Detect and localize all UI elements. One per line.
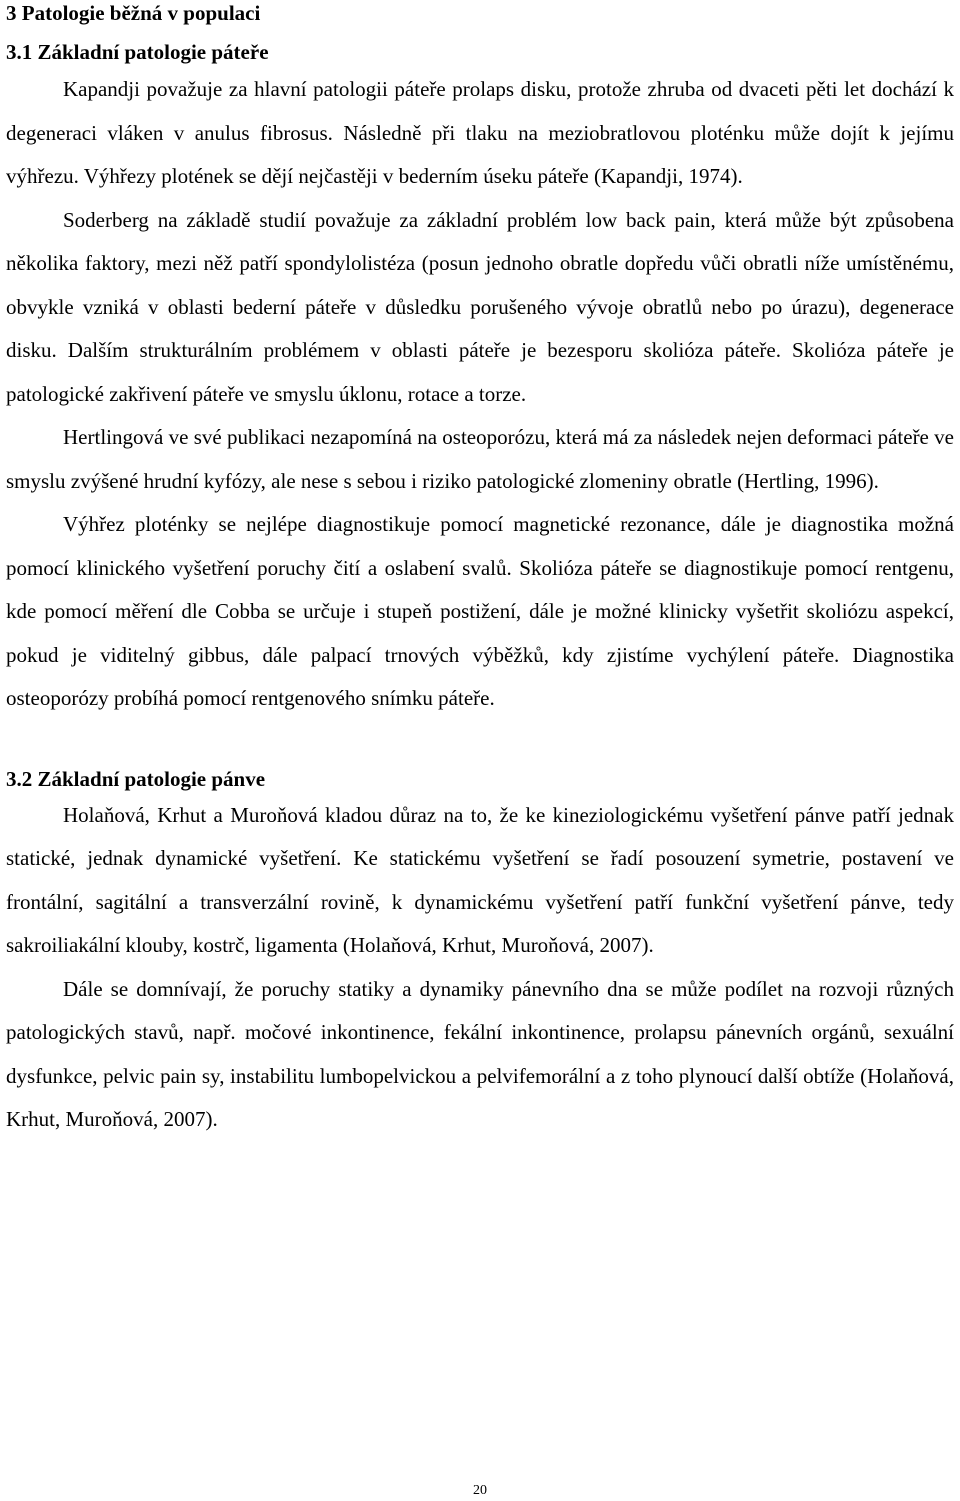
section-pelvis-pathology [6,766,954,1142]
paragraph-kapandji: Kapandji považuje za hlavní patologii páteře prolaps disku, protože zhruba od dvaceti pěti let dochází k degeneraci vláken v anulus fibrosus. Následně při tlaku na meziobratlovou ploténku může dojít k jejímu výhřezu. Výhřezy plotének se dějí nejčastěji v bederním úseku páteře (Kapandji, 1974). [6,77,954,188]
paragraph-diagnostics: Výhřez ploténky se nejlépe diagnostikuje pomocí magnetické rezonance, dále je diagnostika možná pomocí klinického vyšetření poruchy čití a oslabení svalů. Skolióza páteře se diagnostikuje pomocí rentgenu, kde pomocí měření dle Cobba se určuje i stupeň postižení, dále je možné klinicky vyšetřit skoliózu aspekcí, pokud je viditelný gibbus, dále palpací trnových výběžků, kdy zjistíme vychýlení páteře. Diagnostika osteoporózy probíhá pomocí rentgenového snímku páteře. [6,512,954,710]
chapter-title: 3 Patologie běžná v populaci [6,1,261,25]
section-title-spine: 3.1 Základní patologie páteře [6,40,269,64]
paragraph-soderberg: Soderberg na základě studií považuje za základní problém low back pain, která může být způsobena několika faktory, mezi něž patří spondylolistéza (posun jednoho obratle dopředu vůči obratli níže umístěnému, obvykle vzniká v oblasti bederní páteře v důsledku porušeného vývoje obratlů nebo po úrazu), degenerace disku. Dalším strukturálním problémem v oblasti páteře je bezesporu skolióza páteře. Skolióza páteře je patologické zakřivení páteře ve smyslu úklonu, rotace a torze. [6,207,954,406]
paragraph-pelvic-floor: Dále se domnívají, že poruchy statiky a dynamiky pánevního dna se může podílet na rozvoji různých patologických stavů, např. močové inkontinence, fekální inkontinence, prolapsu pánevních orgánů, sexuální dysfunkce, pelvic pain sy, instabilitu lumbopelvickou a pelvifemorální a z toho plynoucí další obtíže (Holaňová, Krhut, Muroňová, 2007). [6,976,954,1131]
section-spine-pathology [6,39,954,721]
page-number: 20 [473,1483,487,1498]
section-title-pelvis: 3.2 Základní patologie pánve [6,766,266,791]
paragraph-holanova: Holaňová, Krhut a Muroňová kladou důraz na to, že ke kineziologickému vyšetření pánve patří jednak statické, jednak dynamické vyšetření. Ke statickému vyšetření se řadí posouzení symetrie, postavení ve frontální, sagitální a transverzální rovině, k dynamickému vyšetření patří funkční vyšetření pánve, tedy sakroiliakální klouby, kostrč, ligamenta (Holaňová, Krhut, Muroňová, 2007). [6,802,954,957]
document-page [6,0,954,1142]
paragraph-hertlingova: Hertlingová ve své publikaci nezapomíná na osteoporózu, která má za následek nejen deformaci páteře ve smyslu zvýšené hrudní kyfózy, ale nese s sebou i riziko patologické zlomeniny obratle (Hertling, 1996). [6,425,954,493]
